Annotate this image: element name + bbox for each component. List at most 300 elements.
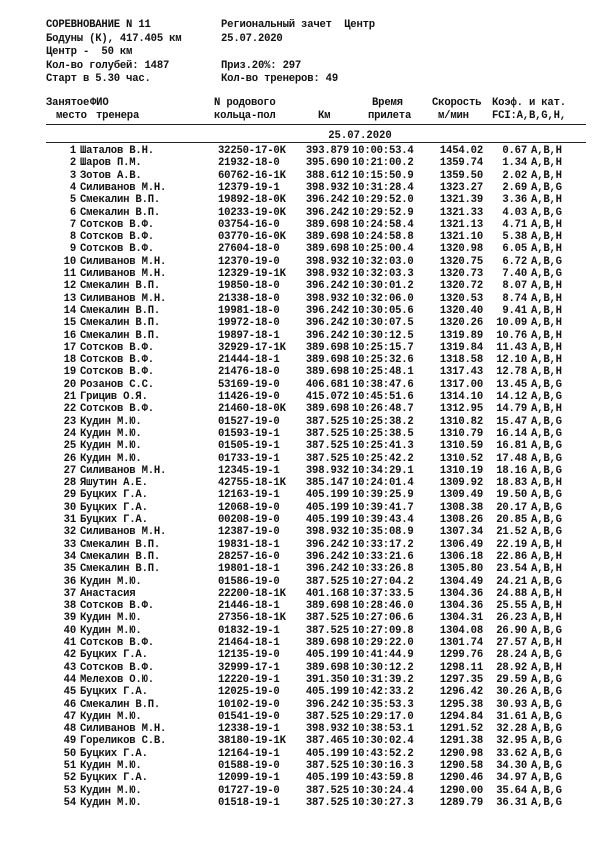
cell-coefficient: 18.83 — [496, 477, 527, 490]
cell-place: 25 — [63, 440, 76, 453]
cell-coefficient: 8.07 — [502, 280, 527, 293]
cell-coefficient: 16.81 — [496, 440, 527, 453]
cell-distance-km: 405.199 — [305, 649, 349, 662]
cell-speed: 1291.52 — [439, 723, 483, 736]
cell-ring-number: 21444-18-1 — [218, 354, 280, 367]
cell-place: 47 — [63, 710, 76, 723]
table-row — [0, 612, 600, 625]
cell-distance-km: 406.681 — [305, 378, 349, 391]
cell-trainer-name: Силиванов М.Н. — [80, 255, 167, 268]
column-header-top: Скорость — [432, 97, 482, 109]
cell-distance-km: 398.932 — [305, 255, 349, 268]
cell-arrival-time: 10:25:42.2 — [352, 452, 414, 465]
cell-place: 26 — [63, 452, 76, 465]
cell-category: A,B,G — [531, 526, 562, 539]
cell-trainer-name: Силиванов М.Н. — [80, 526, 167, 539]
cell-ring-number: 01586-19-0 — [218, 575, 280, 588]
cell-place: 10 — [63, 255, 76, 268]
cell-coefficient: 15.47 — [496, 415, 527, 428]
table-row — [0, 145, 600, 158]
cell-coefficient: 27.57 — [496, 637, 527, 649]
cell-place: 38 — [63, 600, 76, 613]
cell-arrival-time: 10:15:50.9 — [352, 169, 414, 182]
column-header-bottom: м/мин — [438, 110, 469, 122]
cell-arrival-time: 10:29:52.0 — [352, 194, 414, 207]
cell-trainer-name: Силиванов М.Н. — [80, 723, 167, 736]
cell-arrival-time: 10:39:41.7 — [352, 501, 414, 514]
cell-coefficient: 4.71 — [502, 218, 527, 231]
cell-category: A,B,G — [531, 452, 562, 465]
cell-distance-km: 387.525 — [305, 624, 349, 637]
table-row — [0, 699, 600, 712]
cell-category: A,B,H — [531, 157, 562, 170]
cell-coefficient: 10.76 — [496, 329, 527, 342]
cell-speed: 1304.36 — [439, 600, 483, 613]
cell-speed: 1304.49 — [439, 575, 483, 588]
cell-trainer-name: Кудин М.Ю. — [80, 575, 142, 588]
cell-trainer-name: Грицив О.Я. — [80, 391, 148, 403]
cell-speed: 1291.38 — [439, 735, 483, 748]
cell-speed: 1320.40 — [439, 304, 483, 317]
cell-arrival-time: 10:39:43.4 — [352, 514, 414, 526]
cell-coefficient: 14.12 — [496, 391, 527, 403]
cell-coefficient: 33.62 — [496, 747, 527, 760]
cell-distance-km: 393.879 — [305, 145, 349, 157]
cell-category: A,B,H — [531, 341, 562, 354]
table-row — [0, 366, 600, 379]
cell-arrival-time: 10:29:17.0 — [352, 710, 414, 723]
cell-speed: 1295.38 — [439, 698, 483, 711]
cell-distance-km: 387.525 — [305, 575, 349, 588]
cell-speed: 1321.13 — [439, 218, 483, 231]
cell-place: 43 — [63, 661, 76, 674]
cell-trainer-name: Зотов А.В. — [80, 169, 142, 182]
cell-ring-number: 19801-18-1 — [218, 563, 280, 576]
cell-place: 12 — [63, 280, 76, 293]
cell-ring-number: 11426-19-0 — [218, 391, 280, 403]
table-row — [0, 649, 600, 662]
cell-trainer-name: Яшутин А.Е. — [80, 477, 148, 490]
cell-coefficient: 31.61 — [496, 710, 527, 723]
cell-place: 7 — [69, 218, 76, 231]
cell-trainer-name: Сотсков В.Ф. — [80, 218, 154, 231]
cell-coefficient: 12.10 — [496, 354, 527, 367]
cell-arrival-time: 10:24:58.4 — [352, 218, 414, 231]
cell-trainer-name: Смекалин В.П. — [80, 206, 161, 219]
cell-speed: 1290.46 — [439, 772, 483, 785]
cell-distance-km: 398.932 — [305, 464, 349, 477]
cell-distance-km: 389.698 — [305, 243, 349, 256]
cell-distance-km: 396.242 — [305, 698, 349, 711]
cell-arrival-time: 10:30:12.2 — [352, 661, 414, 674]
cell-ring-number: 12220-19-1 — [218, 673, 280, 686]
cell-place: 29 — [63, 489, 76, 502]
cell-category: A,B,G — [531, 796, 562, 809]
cell-place: 9 — [69, 243, 76, 256]
cell-place: 35 — [63, 563, 76, 576]
column-header-top: Занятое — [46, 97, 90, 109]
cell-coefficient: 24.21 — [496, 575, 527, 588]
cell-coefficient: 26.23 — [496, 612, 527, 625]
table-row — [0, 711, 600, 724]
cell-category: A,B,H — [531, 280, 562, 293]
cell-distance-km: 405.199 — [305, 501, 349, 514]
cell-distance-km: 396.242 — [305, 329, 349, 342]
cell-trainer-name: Сотсков В.Ф. — [80, 637, 154, 649]
cell-trainer-name: Буцких Г.А. — [80, 514, 148, 526]
cell-speed: 1290.98 — [439, 747, 483, 760]
cell-distance-km: 389.698 — [305, 600, 349, 613]
column-header-bottom: Км — [318, 110, 331, 122]
header-rule — [46, 124, 586, 125]
cell-coefficient: 1.34 — [502, 157, 527, 170]
cell-speed: 1310.59 — [439, 440, 483, 453]
cell-speed: 1301.74 — [439, 637, 483, 649]
cell-speed: 1296.42 — [439, 686, 483, 699]
column-header-top: N родового — [214, 97, 276, 109]
table-row — [0, 477, 600, 490]
cell-ring-number: 60762-16-1K — [218, 169, 286, 182]
table-row — [0, 268, 600, 281]
cell-category: A,B,G — [531, 181, 562, 194]
cell-coefficient: 2.69 — [502, 181, 527, 194]
cell-trainer-name: Кудин М.Ю. — [80, 710, 142, 723]
cell-category: A,B,H — [531, 231, 562, 244]
table-row — [0, 305, 600, 318]
cell-place: 36 — [63, 575, 76, 588]
cell-arrival-time: 10:25:38.2 — [352, 415, 414, 428]
cell-ring-number: 21338-18-0 — [218, 292, 280, 305]
cell-speed: 1290.00 — [439, 784, 483, 797]
cell-place: 14 — [63, 304, 76, 317]
cell-category: A,B,G — [531, 698, 562, 711]
cell-coefficient: 4.03 — [502, 206, 527, 219]
cell-ring-number: 12329-19-1K — [218, 268, 286, 280]
cell-speed: 1309.49 — [439, 489, 483, 502]
cell-speed: 1320.26 — [439, 317, 483, 330]
table-row — [0, 280, 600, 293]
cell-ring-number: 19981-18-0 — [218, 304, 280, 317]
cell-ring-number: 01727-19-0 — [218, 784, 280, 797]
cell-ring-number: 21464-18-1 — [218, 637, 280, 649]
cell-trainer-name: Розанов С.С. — [80, 378, 154, 391]
column-header-bottom: тренера — [96, 110, 140, 122]
cell-distance-km: 398.932 — [305, 181, 349, 194]
cell-category: A,B,H — [531, 317, 562, 330]
header-right-line: 25.07.2020 — [221, 33, 283, 45]
cell-coefficient: 24.88 — [496, 587, 527, 600]
table-row — [0, 785, 600, 798]
table-row — [0, 157, 600, 170]
cell-arrival-time: 10:33:21.6 — [352, 550, 414, 563]
cell-trainer-name: Силиванов М.Н. — [80, 268, 167, 280]
cell-arrival-time: 10:30:16.3 — [352, 760, 414, 772]
table-row — [0, 588, 600, 601]
cell-trainer-name: Сотсков В.Ф. — [80, 366, 154, 379]
cell-trainer-name: Кудин М.Ю. — [80, 415, 142, 428]
cell-trainer-name: Силиванов М.Н. — [80, 181, 167, 194]
cell-ring-number: 21476-18-0 — [218, 366, 280, 379]
cell-category: A,B,H — [531, 403, 562, 416]
cell-arrival-time: 10:33:17.2 — [352, 538, 414, 551]
cell-arrival-time: 10:45:51.6 — [352, 391, 414, 403]
cell-trainer-name: Сотсков В.Ф. — [80, 231, 154, 244]
cell-arrival-time: 10:41:44.9 — [352, 649, 414, 662]
cell-category: A,B,G — [531, 760, 562, 772]
table-row — [0, 563, 600, 576]
cell-coefficient: 8.74 — [502, 292, 527, 305]
cell-arrival-time: 10:30:01.2 — [352, 280, 414, 293]
cell-place: 30 — [63, 501, 76, 514]
cell-arrival-time: 10:31:28.4 — [352, 181, 414, 194]
cell-ring-number: 19831-18-1 — [218, 538, 280, 551]
cell-speed: 1319.84 — [439, 341, 483, 354]
cell-distance-km: 387.525 — [305, 452, 349, 465]
cell-category: A,B,H — [531, 366, 562, 379]
cell-trainer-name: Смекалин В.П. — [80, 304, 161, 317]
cell-coefficient: 17.48 — [496, 452, 527, 465]
cell-ring-number: 12379-19-1 — [218, 181, 280, 194]
cell-category: A,B,G — [531, 440, 562, 453]
cell-distance-km: 389.698 — [305, 366, 349, 379]
cell-trainer-name: Сотсков В.Ф. — [80, 600, 154, 613]
cell-coefficient: 19.50 — [496, 489, 527, 502]
cell-speed: 1305.80 — [439, 563, 483, 576]
cell-place: 50 — [63, 747, 76, 760]
cell-distance-km: 398.932 — [305, 292, 349, 305]
cell-speed: 1318.58 — [439, 354, 483, 367]
cell-distance-km: 396.242 — [305, 563, 349, 576]
cell-distance-km: 389.698 — [305, 218, 349, 231]
cell-ring-number: 32929-17-1K — [218, 341, 286, 354]
cell-trainer-name: Буцких Г.А. — [80, 686, 148, 699]
cell-speed: 1321.33 — [439, 206, 483, 219]
table-row — [0, 379, 600, 392]
cell-trainer-name: Смекалин В.П. — [80, 550, 161, 563]
table-row — [0, 330, 600, 343]
cell-speed: 1304.08 — [439, 624, 483, 637]
cell-distance-km: 398.932 — [305, 526, 349, 539]
cell-ring-number: 01832-19-1 — [218, 624, 280, 637]
cell-place: 24 — [63, 427, 76, 440]
cell-coefficient: 12.78 — [496, 366, 527, 379]
cell-trainer-name: Сотсков В.Ф. — [80, 354, 154, 367]
cell-distance-km: 396.242 — [305, 538, 349, 551]
cell-trainer-name: Буцких Г.А. — [80, 772, 148, 785]
column-header-top: ФИО — [90, 97, 109, 109]
cell-category: A,B,G — [531, 391, 562, 403]
table-row — [0, 293, 600, 306]
cell-distance-km: 405.199 — [305, 772, 349, 785]
cell-place: 4 — [69, 181, 76, 194]
cell-place: 17 — [63, 341, 76, 354]
cell-coefficient: 22.86 — [496, 550, 527, 563]
table-row — [0, 416, 600, 429]
cell-category: A,B,G — [531, 514, 562, 526]
cell-category: A,B,G — [531, 673, 562, 686]
cell-trainer-name: Сотсков В.Ф. — [80, 403, 154, 416]
cell-category: A,B,H — [531, 612, 562, 625]
date-rule — [46, 142, 586, 143]
cell-ring-number: 12345-19-1 — [218, 464, 280, 477]
cell-speed: 1320.75 — [439, 255, 483, 268]
cell-arrival-time: 10:21:00.2 — [352, 157, 414, 170]
cell-arrival-time: 10:39:25.9 — [352, 489, 414, 502]
table-row — [0, 526, 600, 539]
cell-category: A,B,G — [531, 686, 562, 699]
cell-arrival-time: 10:35:53.3 — [352, 698, 414, 711]
cell-place: 2 — [69, 157, 76, 170]
cell-trainer-name: Смекалин В.П. — [80, 280, 161, 293]
cell-place: 37 — [63, 587, 76, 600]
column-header-top: Коэф. и кат. — [492, 97, 566, 109]
table-row — [0, 551, 600, 564]
cell-arrival-time: 10:27:04.2 — [352, 575, 414, 588]
cell-category: A,B,H — [531, 637, 562, 649]
cell-speed: 1317.43 — [439, 366, 483, 379]
cell-arrival-time: 10:30:24.4 — [352, 784, 414, 797]
cell-coefficient: 26.90 — [496, 624, 527, 637]
cell-category: A,B,G — [531, 501, 562, 514]
cell-speed: 1321.10 — [439, 231, 483, 244]
cell-speed: 1294.84 — [439, 710, 483, 723]
cell-place: 16 — [63, 329, 76, 342]
cell-place: 49 — [63, 735, 76, 748]
cell-speed: 1319.89 — [439, 329, 483, 342]
cell-speed: 1323.27 — [439, 181, 483, 194]
cell-arrival-time: 10:38:53.1 — [352, 723, 414, 736]
cell-arrival-time: 10:30:05.6 — [352, 304, 414, 317]
cell-speed: 1289.79 — [439, 796, 483, 809]
cell-speed: 1304.36 — [439, 587, 483, 600]
cell-trainer-name: Буцких Г.А. — [80, 649, 148, 662]
cell-arrival-time: 10:25:32.6 — [352, 354, 414, 367]
cell-ring-number: 21446-18-1 — [218, 600, 280, 613]
cell-speed: 1290.58 — [439, 760, 483, 772]
cell-trainer-name: Буцких Г.А. — [80, 501, 148, 514]
cell-ring-number: 19892-18-0K — [218, 194, 286, 207]
cell-distance-km: 387.525 — [305, 440, 349, 453]
table-row — [0, 182, 600, 195]
cell-ring-number: 22200-18-1K — [218, 587, 286, 600]
cell-distance-km: 391.350 — [305, 673, 349, 686]
cell-distance-km: 389.698 — [305, 354, 349, 367]
cell-arrival-time: 10:28:46.0 — [352, 600, 414, 613]
cell-ring-number: 01527-19-0 — [218, 415, 280, 428]
cell-arrival-time: 10:25:41.3 — [352, 440, 414, 453]
cell-speed: 1308.38 — [439, 501, 483, 514]
cell-speed: 1321.39 — [439, 194, 483, 207]
cell-distance-km: 387.525 — [305, 427, 349, 440]
cell-coefficient: 36.31 — [496, 796, 527, 809]
cell-distance-km: 405.199 — [305, 747, 349, 760]
cell-arrival-time: 10:32:03.3 — [352, 268, 414, 280]
cell-speed: 1299.76 — [439, 649, 483, 662]
column-header-bottom: прилета — [368, 110, 412, 122]
cell-speed: 1320.73 — [439, 268, 483, 280]
cell-place: 23 — [63, 415, 76, 428]
cell-distance-km: 395.690 — [305, 157, 349, 170]
cell-ring-number: 27604-18-0 — [218, 243, 280, 256]
cell-arrival-time: 10:24:58.8 — [352, 231, 414, 244]
table-row — [0, 674, 600, 687]
cell-ring-number: 12370-19-0 — [218, 255, 280, 268]
table-row — [0, 502, 600, 515]
cell-distance-km: 389.698 — [305, 341, 349, 354]
header-left-line: Центр - 50 км — [46, 46, 133, 58]
cell-distance-km: 387.525 — [305, 784, 349, 797]
cell-place: 33 — [63, 538, 76, 551]
cell-coefficient: 34.30 — [496, 760, 527, 772]
cell-trainer-name: Кудин М.Ю. — [80, 427, 142, 440]
cell-speed: 1320.53 — [439, 292, 483, 305]
cell-distance-km: 385.147 — [305, 477, 349, 490]
cell-category: A,B,H — [531, 169, 562, 182]
table-row — [0, 735, 600, 748]
column-header-bottom: место — [56, 110, 87, 122]
table-row — [0, 354, 600, 367]
cell-place: 19 — [63, 366, 76, 379]
table-row — [0, 797, 600, 810]
cell-speed: 1309.92 — [439, 477, 483, 490]
table-row — [0, 723, 600, 736]
cell-coefficient: 20.85 — [496, 514, 527, 526]
cell-trainer-name: Смекалин В.П. — [80, 698, 161, 711]
cell-speed: 1308.26 — [439, 514, 483, 526]
cell-category: A,B,G — [531, 415, 562, 428]
cell-category: A,B,H — [531, 145, 562, 157]
cell-ring-number: 01518-19-1 — [218, 796, 280, 809]
cell-category: A,B,H — [531, 304, 562, 317]
cell-arrival-time: 10:43:59.8 — [352, 772, 414, 785]
cell-ring-number: 19897-18-1 — [218, 329, 280, 342]
cell-category: A,B,H — [531, 563, 562, 576]
header-left-line: Старт в 5.30 час. — [46, 73, 151, 85]
cell-speed: 1298.11 — [439, 661, 483, 674]
cell-speed: 1320.72 — [439, 280, 483, 293]
cell-arrival-time: 10:32:03.0 — [352, 255, 414, 268]
cell-trainer-name: Сотсков В.Ф. — [80, 341, 154, 354]
cell-coefficient: 21.52 — [496, 526, 527, 539]
table-row — [0, 514, 600, 527]
cell-distance-km: 396.242 — [305, 304, 349, 317]
cell-coefficient: 25.55 — [496, 600, 527, 613]
cell-distance-km: 387.525 — [305, 415, 349, 428]
cell-coefficient: 6.72 — [502, 255, 527, 268]
cell-arrival-time: 10:33:26.8 — [352, 563, 414, 576]
cell-coefficient: 22.19 — [496, 538, 527, 551]
table-row — [0, 662, 600, 675]
cell-ring-number: 19972-18-0 — [218, 317, 280, 330]
cell-coefficient: 14.79 — [496, 403, 527, 416]
cell-coefficient: 28.92 — [496, 661, 527, 674]
cell-coefficient: 29.59 — [496, 673, 527, 686]
cell-trainer-name: Шаров П.М. — [80, 157, 142, 170]
cell-distance-km: 396.242 — [305, 206, 349, 219]
cell-category: A,B,G — [531, 772, 562, 785]
cell-place: 11 — [63, 268, 76, 280]
cell-category: A,B,G — [531, 649, 562, 662]
cell-arrival-time: 10:00:53.4 — [352, 145, 414, 157]
cell-coefficient: 32.95 — [496, 735, 527, 748]
cell-distance-km: 396.242 — [305, 317, 349, 330]
cell-speed: 1310.52 — [439, 452, 483, 465]
cell-category: A,B,G — [531, 489, 562, 502]
cell-speed: 1312.95 — [439, 403, 483, 416]
header-left-line: СОРЕВНОВАНИЕ N 11 — [46, 19, 151, 31]
cell-speed: 1317.00 — [439, 378, 483, 391]
cell-arrival-time: 10:30:27.3 — [352, 796, 414, 809]
